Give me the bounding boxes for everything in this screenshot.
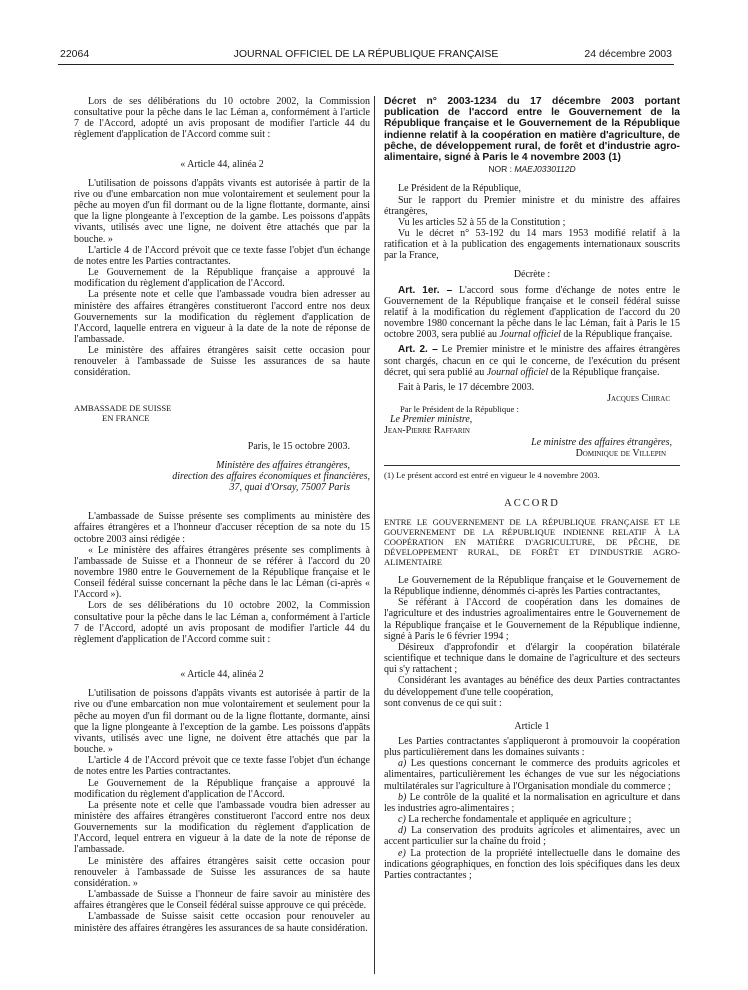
paragraph: Lors de ses délibérations du 10 octobre 2002, la Commission consultative pour la pêche dans le lac Léman a, conformément à l'article 7 de l'Accord, adopté un avis proposant de modifier l'article 44 du règlement d'application de l'Accord comme suit : <box>74 96 370 141</box>
embassy-line-1: AMBASSADE DE SUISSE <box>74 402 172 413</box>
item-label: c) <box>398 814 406 826</box>
page-number: 22064 <box>60 48 90 60</box>
paragraph: L'utilisation de poissons d'appâts vivants est autorisée à partir de la rive ou d'une embarcation non mue volontairement et seulement pour la pêche au moyen d'un fil dormant ou de la ligne flottante, dormante, ainsi que la ligne plongeante à l'exception de la gambe. Les poissons d'appâts vivants, utilisés avec une ligne, ne doivent être attachés que par la bouche. » <box>74 177 370 245</box>
footnote-rule <box>384 465 680 466</box>
place-date: Paris, le 15 octobre 2003. <box>247 440 350 452</box>
address-line: Ministère des affaires étrangères, <box>216 459 350 471</box>
paragraph: Le Gouvernement de la République française et le Gouvernement de la République indienne, dénommés ci-après les Parties contractantes, <box>384 574 680 598</box>
item-label: b) <box>398 791 407 803</box>
issue-date: 24 décembre 2003 <box>584 48 672 60</box>
paragraph: L'utilisation de poissons d'appâts vivants est autorisée à partir de la rive ou d'une embarcation non mue volontairement et seulement pour la pêche au moyen d'un fil dormant ou de la ligne flottante, dormante, ainsi que la ligne plongeante à l'exception de la gambe. Les poissons d'appâts vivants, utilisés avec une ligne, ne doivent être attachés que par la bouche. » <box>74 688 370 756</box>
accord-title: ACCORD <box>504 497 560 509</box>
right-column <box>384 96 680 881</box>
article-heading: « Article 44, alinéa 2 <box>180 669 264 681</box>
paragraph: Sur le rapport du Premier ministre et du ministre des affaires étrangères, <box>384 194 680 217</box>
paragraph: L'article 4 de l'Accord prévoit que ce texte fasse l'objet d'un échange de notes entre les Parties contractantes. <box>74 755 370 778</box>
article-heading: « Article 44, alinéa 2 <box>180 158 264 170</box>
embassy-line-2: EN FRANCE <box>102 412 150 423</box>
article-label: Art. 1er. – <box>398 284 453 296</box>
premier-ministre: Le Premier ministre, <box>390 414 473 426</box>
list-item <box>384 814 680 825</box>
journal-title: JOURNAL OFFICIEL DE LA RÉPUBLIQUE FRANÇAISE <box>233 48 499 60</box>
nor-reference <box>384 164 680 175</box>
fait-line: Fait à Paris, le 17 décembre 2003. <box>398 381 535 393</box>
item-text: La recherche fondamentale et appliquée en agriculture ; <box>408 814 632 826</box>
list-item <box>384 848 680 881</box>
list-item <box>384 792 680 814</box>
left-column <box>74 96 370 934</box>
paragraph: Considérant les avantages au bénéfice des deux Parties contractantes du développement d'une telle coopération, <box>384 675 680 698</box>
article-2-paragraph <box>384 344 680 377</box>
article-label: Art. 2. – <box>398 344 438 356</box>
item-text: La protection de la propriété intellectuelle dans le domaine des indications géographiques, en fonction des lois spécifiques dans les deux Parties contractantes ; <box>384 847 680 881</box>
article-text: Le Premier ministre et le ministre des affaires étrangères sont chargés, chacun en ce qui le concerne, de l'exécution du présent décret, qui sera publié au <box>384 344 680 378</box>
item-text: La conservation des produits agricoles et alimentaires, avec un accent particulier sur la chaîne du froid ; <box>384 825 681 848</box>
paragraph: Le Gouvernement de la République française a approuvé la modification du règlement d'application de l'Accord. <box>74 777 370 800</box>
paragraph: sont convenus de ce qui suit : <box>384 697 502 709</box>
ministre-affaires-etrangeres: Le ministre des affaires étrangères, <box>531 436 672 448</box>
signature-villepin: Dominique de Villepin <box>575 447 666 459</box>
address-line: direction des affaires économiques et financières, <box>172 470 370 482</box>
list-item <box>384 758 680 791</box>
signature-chirac: Jacques Chirac <box>607 393 670 405</box>
paragraph: « Le ministère des affaires étrangères présente ses compliments à l'ambassade de Suisse et a l'honneur de se référer à l'accord du 20 novembre 1980 entre le Gouvernement de la République française et le Conseil fédéral suisse concernant la pêche dans le lac Léman (ci-après « l'Accord »). <box>74 544 370 601</box>
paragraph: L'ambassade de Suisse saisit cette occasion pour renouveler au ministère des affaires étrangères les assurances de sa haute considération. <box>74 911 370 934</box>
signature-raffarin: Jean-Pierre Raffarin <box>384 425 470 437</box>
decree-title: Décret n° 2003-1234 du 17 décembre 2003 portant publication de l'accord entre le Gouvernement de la République française et le Gouvernement de la République indienne relatif à la coopération en matière d'agriculture, de pêche, de développement rural, de forêt et d'industrie agro-alimentaire, signé à Paris le 4 novembre 2003 (1) <box>384 96 680 164</box>
paragraph: L'article 4 de l'Accord prévoit que ce texte fasse l'objet d'un échange de notes entre les Parties contractantes. <box>74 244 370 267</box>
par-le-president: Par le Président de la République : <box>400 404 519 415</box>
article-1-paragraph <box>384 285 680 341</box>
journal-ref: Journal officiel <box>486 366 549 378</box>
article-text: de la République française. <box>563 329 673 341</box>
paragraph: Désireux d'approfondir et d'élargir la coopération bilatérale scientifique et technique dans le domaine de l'agriculture et des secteurs qui s'y rattachent ; <box>384 641 680 676</box>
paragraph: Lors de ses délibérations du 10 octobre 2002, la Commission consultative pour la pêche dans le lac Léman a, conformément à l'article 7 de l'Accord, adopté un avis proposant de modifier l'article 44 du règlement d'application de l'Accord comme suit : <box>74 600 370 645</box>
paragraph: Le ministère des affaires étrangères saisit cette occasion pour renouveler à l'ambassade de Suisse les assurances de sa haute considération. <box>74 345 370 379</box>
paragraph: La présente note et celle que l'ambassade voudra bien adresser au ministère des affaires étrangères constitueront l'accord entre nos deux Gouvernements sur la modification du règlement d'application de l'Accord, laquelle entrera en vigueur à la date de la note de réponse de l'ambassade. <box>74 289 370 345</box>
paragraph: Se référant à l'Accord de coopération dans les domaines de l'agriculture et des industries agroalimentaires entre le Gouvernement de la République française et le Gouvernement de la République indienne, signé à Paris le 6 février 1994 ; <box>384 597 680 642</box>
nor-label: NOR : <box>488 164 512 175</box>
page-header <box>60 48 672 64</box>
footnote: (1) Le présent accord est entré en vigueur le 4 novembre 2003. <box>384 469 600 480</box>
item-label: d) <box>398 825 407 837</box>
paragraph: La présente note et celle que l'ambassade voudra bien adresser au ministère des affaires étrangères constitueront l'accord entre nos deux Gouvernements sur la modification du règlement d'application de l'Accord, lequel entrera en vigueur à la date de la note de réponse de l'ambassade. <box>74 799 370 856</box>
accord-subtitle: ENTRE LE GOUVERNEMENT DE LA RÉPUBLIQUE FRANÇAISE ET LE GOUVERNEMENT DE LA RÉPUBLIQUE INDIENNE RELATIF À LA COOPÉRATION EN MATIÈRE D'AGRICULTURE, DE PÊCHE, DE DÉVELOPPEMENT RURAL, DE FORÊT ET D'INDUSTRIE AGRO-ALIMENTAIRE <box>384 516 680 567</box>
paragraph: L'ambassade de Suisse a l'honneur de faire savoir au ministère des affaires étrangères que le Conseil fédéral suisse approuve ce qui précède. <box>74 889 370 912</box>
paragraph: Vu le décret n° 53-192 du 14 mars 1953 modifié relatif à la ratification et à la publication des engagements internationaux souscrits par la France, <box>384 228 680 262</box>
address-line: 37, quai d'Orsay, 75007 Paris <box>229 482 350 494</box>
paragraph: Les Parties contractantes s'appliqueront à promouvoir la coopération plus particulièrement dans les domaines suivants : <box>384 736 680 759</box>
item-text: Le contrôle de la qualité et la normalisation en agriculture et dans les industries agro-alimentaires ; <box>384 791 680 814</box>
article-1-heading: Article 1 <box>514 720 550 732</box>
paragraph: Vu les articles 52 à 55 de la Constitution ; <box>398 216 566 228</box>
nor-code: MAEJ0330112D <box>514 164 576 175</box>
article-text: de la République française. <box>550 366 660 378</box>
column-divider <box>374 96 375 974</box>
header-rule <box>58 64 674 65</box>
paragraph: Le Président de la République, <box>398 183 522 195</box>
decrete-heading: Décrète : <box>513 269 551 281</box>
item-label: e) <box>398 847 406 859</box>
item-label: a) <box>398 758 407 770</box>
paragraph: Le ministère des affaires étrangères saisit cette occasion pour renouveler à l'ambassade de Suisse les assurances de sa haute considération. » <box>74 855 370 889</box>
journal-ref: Journal officiel <box>499 329 561 341</box>
paragraph: Le Gouvernement de la République française a approuvé la modification du règlement d'application de l'Accord. <box>74 267 370 290</box>
article-text: L'accord sous forme d'échange de notes entre le Gouvernement de la République française et le conseil fédéral suisse relatif à la modification du règlement d'application de l'accord du 20 novembre 1980 concernant la pêche dans le lac Léman, fait à Paris le 15 octobre 2003, sera publié au <box>384 284 680 341</box>
item-text: Les questions concernant le commerce des produits agricoles et alimentaires, particulièrement les échanges de vue sur les négociations multilatérales sur l'agriculture à l'Organisation mondiale du commerce ; <box>384 758 681 792</box>
list-item <box>384 825 680 847</box>
paragraph: L'ambassade de Suisse présente ses compliments au ministère des affaires étrangères et a l'honneur d'accuser réception de sa note du 15 octobre 2003 ainsi rédigée : <box>74 511 370 545</box>
